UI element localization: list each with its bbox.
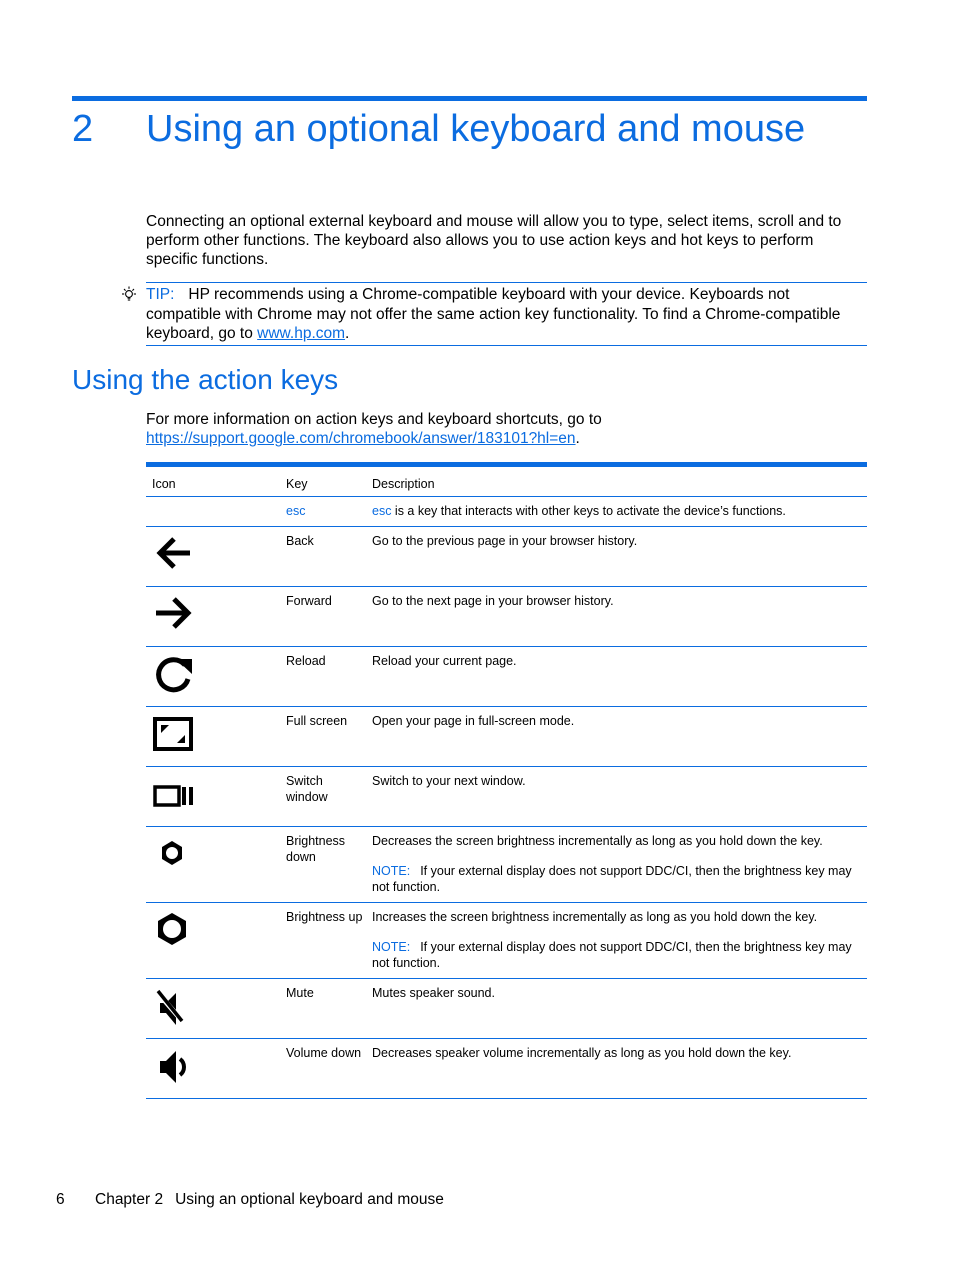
key-description: Open your page in full-screen mode. xyxy=(372,714,575,728)
intro-paragraph: Connecting an optional external keyboard and mouse will allow you to type, select items, scroll and to perform other functions. The keyboard also allows you to use action keys and hot keys to perform specific functions. xyxy=(146,213,842,268)
reload-icon xyxy=(152,653,202,703)
chapter-heading xyxy=(72,106,867,156)
table-row xyxy=(146,903,867,979)
description-text: Increases the screen brightness incrementally as long as you hold down the key. xyxy=(372,910,818,924)
volume-down-icon xyxy=(152,1045,202,1095)
key-label: Forward xyxy=(286,594,332,608)
tip-box xyxy=(146,282,867,346)
hp-link[interactable]: www.hp.com xyxy=(257,325,346,342)
chapter-number: 2 xyxy=(72,108,94,150)
note-text: If your external display does not support DDC/CI, then the brightness key may not function. xyxy=(372,940,852,970)
key-description: Go to the previous page in your browser history. xyxy=(372,534,638,548)
key-label: esc xyxy=(286,504,306,518)
description-text: is a key that interacts with other keys to activate the device’s functions. xyxy=(391,504,786,518)
description-text: Decreases the screen brightness incrementally as long as you hold down the key. xyxy=(372,834,823,848)
table-header-row xyxy=(146,467,867,497)
more-info-end: . xyxy=(575,430,580,447)
switch-window-icon xyxy=(152,773,202,823)
note-text: If your external display does not support DDC/CI, then the brightness key may not function. xyxy=(372,864,852,894)
table-row xyxy=(146,647,867,707)
table-row xyxy=(146,827,867,903)
key-label: Reload xyxy=(286,654,326,668)
table-row xyxy=(146,587,867,647)
table-row xyxy=(146,497,867,527)
key-label: Mute xyxy=(286,986,314,1000)
back-arrow-icon xyxy=(152,533,202,583)
key-label: Full screen xyxy=(286,714,348,728)
more-info-text: For more information on action keys and keyboard shortcuts, go to xyxy=(146,411,602,428)
key-description: Mutes speaker sound. xyxy=(372,986,495,1000)
section-title: Using the action keys xyxy=(72,364,339,395)
key-label: Brightness up xyxy=(286,910,363,924)
table-row xyxy=(146,979,867,1039)
note xyxy=(372,939,852,971)
key-label: Switch window xyxy=(286,774,328,804)
key-description: Reload your current page. xyxy=(372,654,517,668)
brightness-down-icon xyxy=(152,833,202,883)
key-description xyxy=(372,503,852,519)
table-row xyxy=(146,767,867,827)
lightbulb-icon xyxy=(120,286,138,304)
note xyxy=(372,863,852,895)
action-keys-table xyxy=(146,462,867,1099)
tip-label: TIP: xyxy=(146,286,175,303)
forward-arrow-icon xyxy=(152,593,202,643)
chapter-rule xyxy=(72,96,867,101)
key-label: Volume down xyxy=(286,1046,362,1060)
key-description xyxy=(372,833,852,895)
table-row xyxy=(146,707,867,767)
note-label: NOTE: xyxy=(372,864,411,878)
header-key: Key xyxy=(286,477,308,491)
page-number: 6 xyxy=(56,1191,65,1208)
key-label: Back xyxy=(286,534,314,548)
header-description: Description xyxy=(372,477,435,491)
key-label: Brightness down xyxy=(286,834,346,864)
footer-title: Using an optional keyboard and mouse xyxy=(175,1191,444,1208)
key-description: Decreases speaker volume incrementally as long as you hold down the key. xyxy=(372,1046,792,1060)
chapter-title: Using an optional keyboard and mouse xyxy=(146,108,806,150)
table-row xyxy=(146,1039,867,1099)
header-icon: Icon xyxy=(152,477,176,491)
brightness-up-icon xyxy=(152,909,202,959)
table-row xyxy=(146,527,867,587)
full-screen-icon xyxy=(152,713,202,763)
key-description: Switch to your next window. xyxy=(372,774,526,788)
note-label: NOTE: xyxy=(372,940,411,954)
more-info-paragraph xyxy=(146,410,868,448)
footer-chapter: Chapter 2 xyxy=(95,1191,164,1208)
mute-icon xyxy=(152,985,202,1035)
description-key: esc xyxy=(372,504,392,518)
key-description xyxy=(372,909,852,971)
tip-end: . xyxy=(345,325,350,342)
support-link[interactable]: https://support.google.com/chromebook/answer/183101?hl=en xyxy=(146,430,576,447)
page-footer xyxy=(56,1190,444,1210)
key-description: Go to the next page in your browser history. xyxy=(372,594,614,608)
tip-text: HP recommends using a Chrome-compatible keyboard with your device. Keyboards not compatible with Chrome may not offer the same action key functionality. To find a Chrome-compatible keyboard, go to xyxy=(146,286,841,342)
